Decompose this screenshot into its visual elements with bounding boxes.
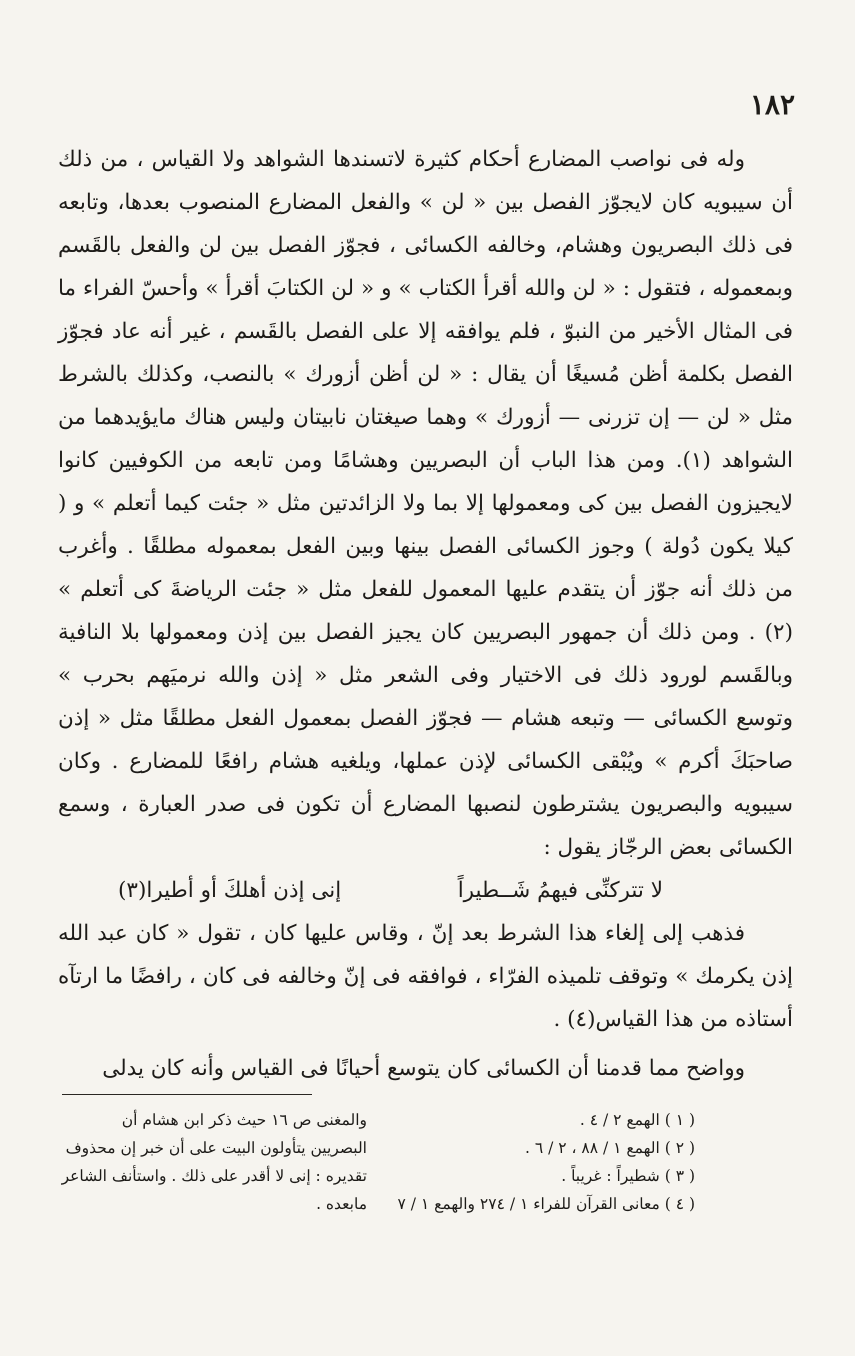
footnote-item: ( ٤ ) معانى القرآن للفراء ١ / ٢٧٤ والهمع ١ / ٧ <box>397 1195 695 1213</box>
verse-second-hemistich: إنى إذن أهلكَ أو أطيرا(٣) <box>118 878 342 903</box>
paragraph: وواضح مما قدمنا أن الكسائى كان يتوسع أحيانًا فى القياس وأنه كان يدلى <box>102 1056 745 1081</box>
paragraph: فذهب إلى إلغاء هذا الشرط بعد إنّ ، وقاس عليها كان ، تقول « كان عبد الله إذن يكرمك » وتوقف تلميذه الفرّاء ، فوافقه فى إنّ وخالفه فى كان ، رافضًا ما ارتآه أستاذه من هذا القياس(٤) . <box>58 921 793 1032</box>
footnote-continuation-line: والمغنى ص ١٦ حيث ذكر ابن هشام أن <box>121 1111 367 1129</box>
footnote-item: ( ٢ ) الهمع ١ / ٨٨ ، ٢ / ٦ . <box>524 1139 695 1157</box>
footnote-continuation-line: البصريين يتأولون البيت على أن خبر إن محذوف <box>65 1139 367 1157</box>
poetry-verse <box>118 869 663 912</box>
footnote-item: ( ١ ) الهمع ٢ / ٤ . <box>579 1111 695 1129</box>
paragraph: وله فى نواصب المضارع أحكام كثيرة لاتسندها الشواهد ولا القياس ، من ذلك أن سيبويه كان لايجوّز الفصل بين « لن » والفعل المضارع المنصوب بعدها، وتابعه فى ذلك البصريون وهشام، وخالفه الكسائى ، فجوّز الفصل بين لن والفعل بالقَسم وبمعموله ، فتقول : « لن والله أقرأ الكتاب » و « لن الكتابَ أقرأ » وأحسّ الفراء ما فى المثال الأخير من النبوّ ، فلم يوافقه إلا على الفصل بالقَسم ، غير أنه عاد فجوّز الفصل بكلمة أظن مُسيغًا أن يقال : « لن أظن أزورك » بالنصب، وكذلك بالشرط مثل « لن — إن تزرنى — أزورك » وهما صيغتان نابيتان وليس هناك مايؤيدهما من الشواهد (١). ومن هذا الباب أن البصريين وهشامًا ومن تابعه من الكوفيين كانوا لايجيزون الفصل بين كى ومعمولها إلا بما ولا الزائدتين مثل « جئت كيما أتعلم » و ( كيلا يكون دُولة ) وجوز الكسائى الفصل بينها وبين الفعل بمعموله مطلقًا . وأغرب من ذلك أنه جوّز أن يتقدم عليها المعمول للفعل مثل « جئت الرياضةَ كى أتعلم » (٢) . ومن ذلك أن جمهور البصريين كان يجيز الفصل بين إذن ومعمولها بلا النافية وبالقَسم لورود ذلك فى الاختيار وفى الشعر مثل « إذن والله نرميَهم بحرب » وتوسع الكسائى — وتبعه هشام — فجوّز الفصل بمعمول الفعل مطلقًا مثل « إذن صاحبَكَ أكرم » ويُبْقى الكسائى لإذن عملها، ويلغيه هشام رافعًا للمضارع . وكان سيبويه والبصريون يشترطون لنصبها المضارع أن تكون فى صدر العبارة ، وسمع الكسائى بعض الرجّاز يقول : <box>58 147 793 860</box>
footnotes <box>390 1106 695 1218</box>
footnote-item: ( ٣ ) شطيراً : غريباً . <box>561 1167 695 1185</box>
verse-first-hemistich: لا تتركنِّى فيهمُ شَــطيراً <box>457 878 663 903</box>
footnote-continuation <box>62 1106 367 1218</box>
footnote-continuation-line: تقديره : إنى لا أقدر على ذلك . واستأنف الشاعر <box>61 1167 367 1185</box>
page-number: ١٨٢ <box>749 88 795 121</box>
footnote-divider <box>62 1094 312 1095</box>
footnote-continuation-line: مابعده . <box>316 1195 367 1213</box>
main-text <box>58 138 793 1090</box>
